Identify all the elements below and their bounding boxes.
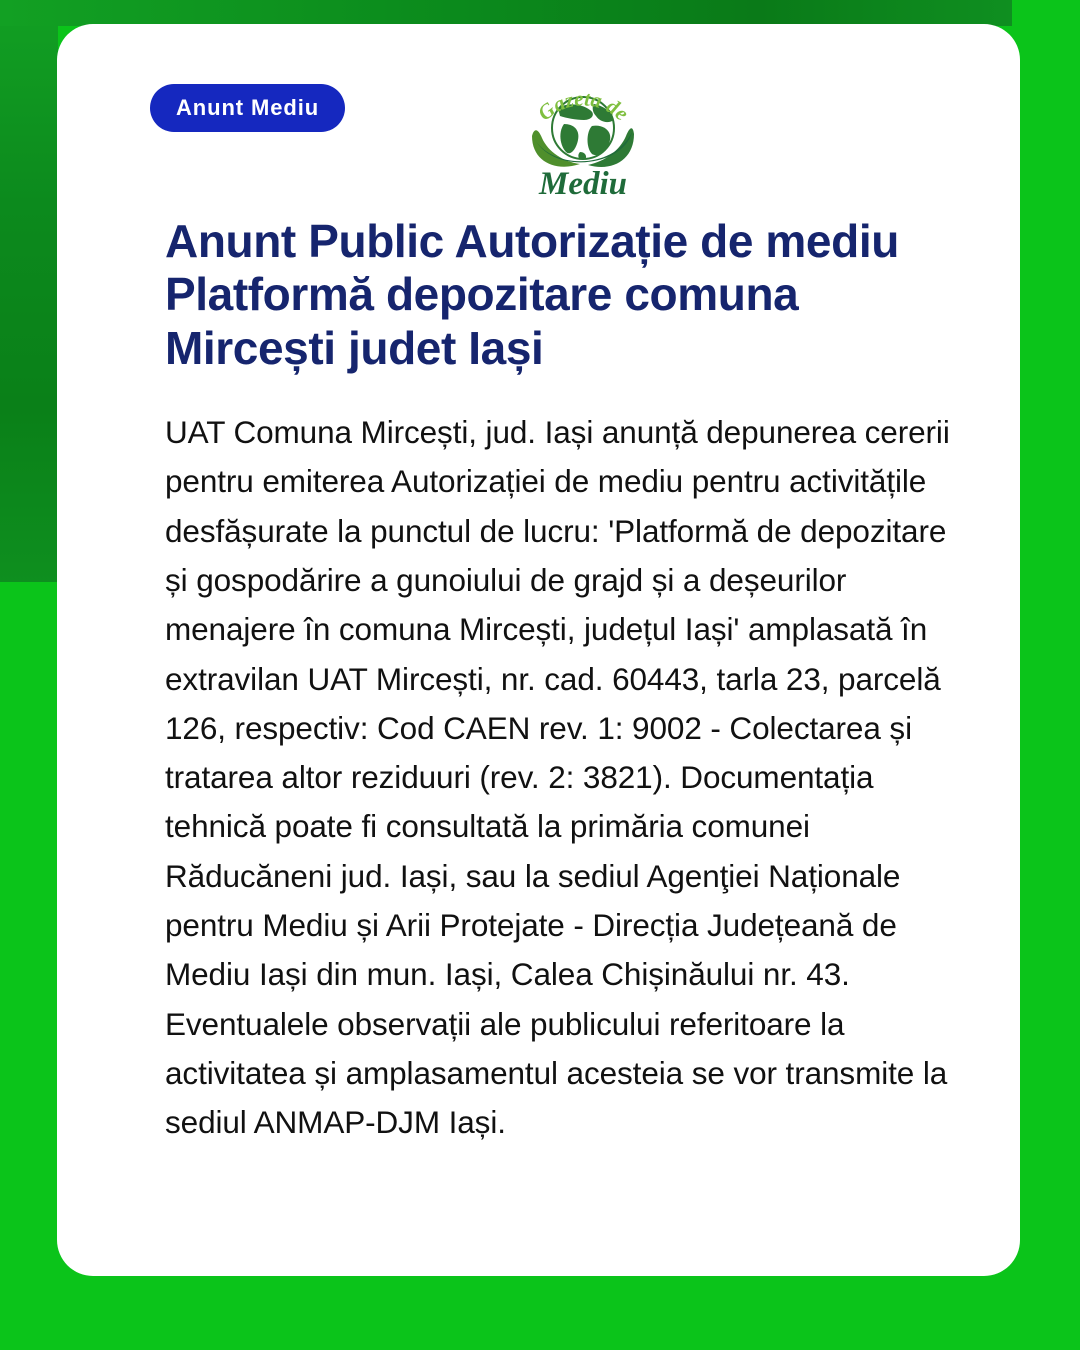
announcement-card (57, 24, 1020, 1276)
page-title: Anunt Public Autorizație de mediu Platformă depozitare comuna Mircești judet Iași (165, 215, 899, 374)
logo-top-text: Gazeta de (533, 86, 634, 126)
category-badge[interactable]: Anunt Mediu (150, 84, 345, 132)
announcement-body: UAT Comuna Mircești, jud. Iași anunță depunerea cererii pentru emiterea Autorizației de mediu pentru activitățile desfășurate la punctul de lucru: 'Platformă de depozitare și gospodărire a gunoiului de grajd și a deșeurilor menajere în comuna Mircești, județul Iași' amplasată în extravilan UAT Mircești, nr. cad. 60443, tarla 23, parcelă 126, respectiv: Cod CAEN rev. 1: 9002 - Colectarea și tratarea altor reziduuri (rev. 2: 3821). Documentația tehnică poate fi consultată la primăria comunei Răducăneni jud. Iași, sau la sediul Agenţiei Naționale pentru Mediu și Arii Protejate - Direcția Județeană de Mediu Iași din mun. Iași, Calea Chișinăului nr. 43. Eventualele observații ale publicului referitoare la activitatea și amplasamentul acesteia se vor transmite la sediul ANMAP-DJM Iași. (165, 414, 950, 1141)
logo-bottom-text: Mediu (538, 166, 628, 200)
background-left-dark-band (0, 0, 58, 582)
card-header (111, 57, 968, 200)
background-top-dark-band (0, 0, 1012, 26)
gazeta-de-mediu-logo-icon (520, 66, 646, 200)
